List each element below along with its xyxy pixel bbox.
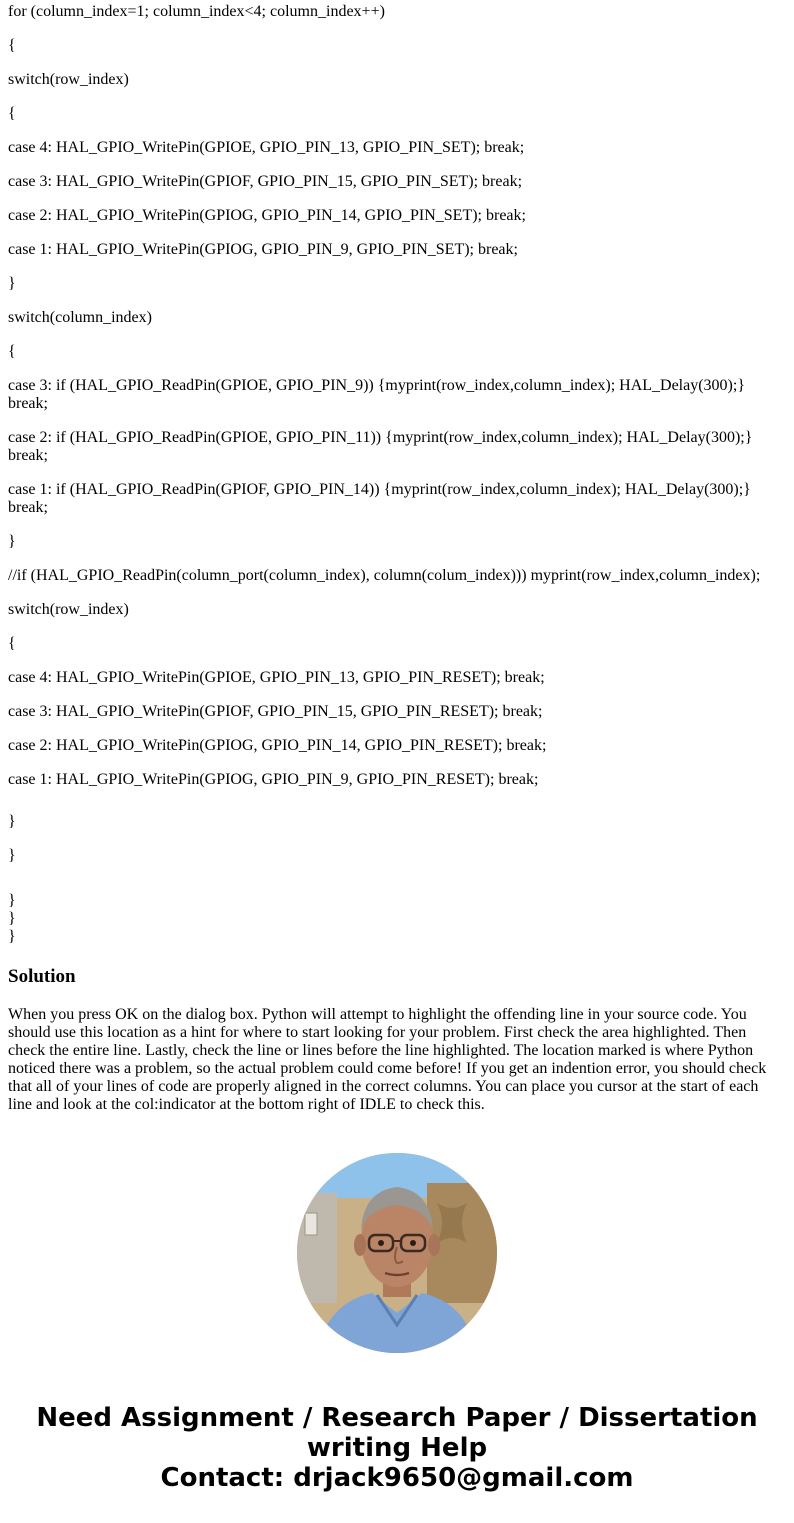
author-photo [297, 1153, 497, 1353]
code-line: for (column_index=1; column_index<4; column_index++) [8, 3, 385, 20]
code-line: case 4: HAL_GPIO_WritePin(GPIOE, GPIO_PIN_13, GPIO_PIN_SET); break; [8, 139, 525, 156]
code-line: case 1: if (HAL_GPIO_ReadPin(GPIOF, GPIO_PIN_14)) {myprint(row_index,column_index); HAL_Delay(300);} break; [8, 481, 751, 516]
code-line: case 4: HAL_GPIO_WritePin(GPIOE, GPIO_PIN_13, GPIO_PIN_RESET); break; [8, 669, 545, 686]
code-line: { [8, 105, 16, 122]
code-line: case 2: if (HAL_GPIO_ReadPin(GPIOE, GPIO_PIN_11)) {myprint(row_index,column_index); HAL_Delay(300);} break; [8, 429, 753, 464]
code-line: { [8, 343, 16, 360]
code-line: } [8, 533, 16, 550]
code-block [8, 3, 778, 881]
code-line: } [8, 275, 16, 292]
code-line: { [8, 37, 16, 54]
code-line: case 3: HAL_GPIO_WritePin(GPIOF, GPIO_PIN_15, GPIO_PIN_SET); break; [8, 173, 523, 190]
code-line: { [8, 635, 16, 652]
code-line: switch(row_index) [8, 71, 129, 88]
code-line: switch(column_index) [8, 309, 152, 326]
code-line: case 2: HAL_GPIO_WritePin(GPIOG, GPIO_PIN_14, GPIO_PIN_SET); break; [8, 207, 526, 224]
code-line: } [8, 847, 16, 864]
code-line: switch(row_index) [8, 601, 129, 618]
code-line: } [8, 813, 16, 830]
contact-footer [0, 1403, 794, 1493]
code-line: case 1: HAL_GPIO_WritePin(GPIOG, GPIO_PIN_9, GPIO_PIN_SET); break; [8, 241, 518, 258]
code-line: case 1: HAL_GPIO_WritePin(GPIOG, GPIO_PIN_9, GPIO_PIN_RESET); break; [8, 771, 539, 788]
code-line: case 3: HAL_GPIO_WritePin(GPIOF, GPIO_PIN_15, GPIO_PIN_RESET); break; [8, 703, 543, 720]
solution-text: When you press OK on the dialog box. Python will attempt to highlight the offending line in your source code. You should use this location as a hint for where to start looking for your problem. First check the area highlighted. Then check the entire line. Lastly, check the line or lines before the line highlighted. The location marked is where Python noticed there was a problem, so the actual problem could come before! If you get an indention error, you should check that all of your lines of code are properly aligned in the correct columns. You can place you cursor at the start of each line and look at the col:indicator at the bottom right of IDLE to check this. [8, 1006, 767, 1113]
footer-contact-line: Contact: drjack9650@gmail.com [160, 1463, 634, 1493]
footer-line: Need Assignment / Research Paper / Dissertation [36, 1403, 758, 1433]
code-line: //if (HAL_GPIO_ReadPin(column_port(column_index), column(colum_index))) myprint(row_index,column_index); [8, 567, 761, 584]
closing-brace: } [8, 892, 16, 909]
closing-brace: } [8, 910, 16, 927]
code-line: case 3: if (HAL_GPIO_ReadPin(GPIOE, GPIO_PIN_9)) {myprint(row_index,column_index); HAL_Delay(300);} break; [8, 377, 746, 412]
author-portrait-image [297, 1153, 497, 1353]
closing-brace: } [8, 928, 16, 945]
footer-line: writing Help [306, 1433, 488, 1463]
code-line: case 2: HAL_GPIO_WritePin(GPIOG, GPIO_PIN_14, GPIO_PIN_RESET); break; [8, 737, 547, 754]
closing-braces [8, 892, 16, 946]
solution-heading: Solution [8, 966, 76, 987]
